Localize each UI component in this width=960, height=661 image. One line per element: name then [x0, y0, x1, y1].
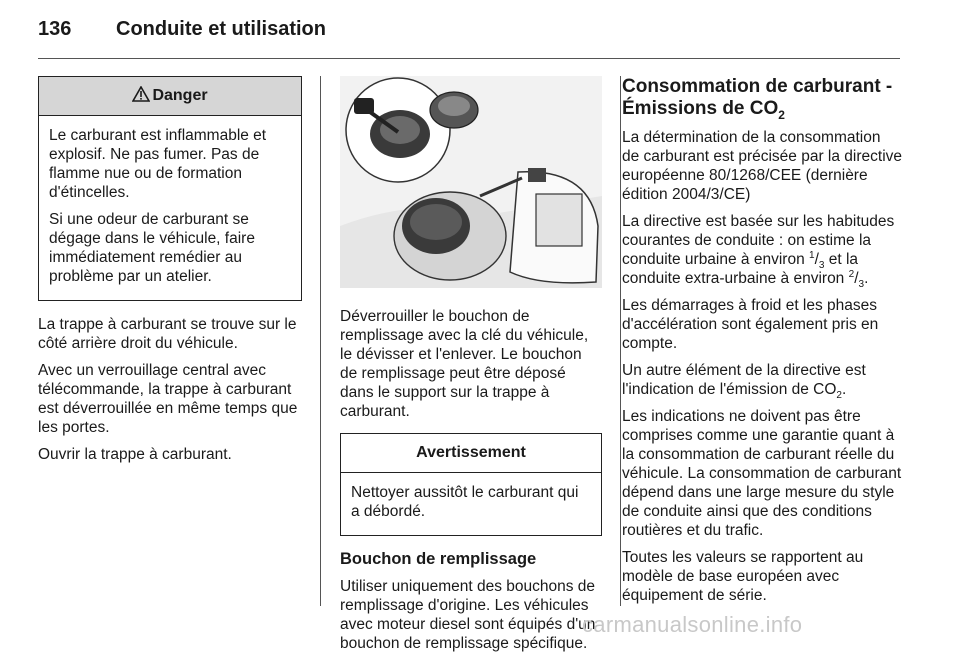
fraction-1-numerator: 1: [809, 249, 815, 261]
open-fuel-door-text: Ouvrir la trappe à carburant.: [38, 446, 232, 463]
danger-text-2: Si une odeur de carburant se dégage dans le véhicule, faire immédiatement remédier au problème par un atelier.: [49, 211, 255, 285]
column-right: [622, 76, 902, 613]
co2-emission-text: [622, 361, 902, 402]
driving-habits-part-a: La directive est basée sur les habitudes courantes de conduite : on estime la conduite urbaine à environ: [622, 213, 895, 268]
driving-habits-part-c: .: [864, 270, 869, 287]
danger-label: Danger: [152, 87, 208, 104]
watermark: carmanualsonline.info: [582, 612, 803, 637]
warning-box: [340, 433, 602, 536]
page-title: Conduite et utilisation: [116, 18, 326, 40]
danger-box-body: [39, 116, 301, 300]
heading-subscript: 2: [778, 107, 785, 122]
warning-box-body: [341, 473, 601, 535]
filler-cap-text: Utiliser uniquement des bouchons de remplissage d'origine. Les véhicules avec moteur diesel sont équipés d'un bouchon de remplissage spécifique.: [340, 578, 596, 652]
column-left: [38, 76, 302, 472]
column-divider-2: [620, 76, 621, 606]
danger-text-1: Le carburant est inflammable et explosif. Ne pas fumer. Pas de flamme nue ou de formation d'étincelles.: [49, 127, 267, 201]
filler-cap-heading: Bouchon de remplissage: [340, 550, 537, 568]
warning-box-header: Avertissement: [341, 434, 601, 473]
driving-habits-part-b: et la conduite extra-urbaine à environ: [622, 251, 859, 287]
page-header: [38, 18, 326, 41]
unlock-cap-text: Déverrouiller le bouchon de remplissage avec la clé du véhicule, le dévisser et l'enlever. Le bouchon de remplissage peut être déposé dans le support sur la trappe à carburant.: [340, 308, 589, 420]
column-divider-1: [320, 76, 321, 606]
column-middle: [340, 76, 602, 661]
consumption-heading: [622, 76, 902, 120]
fuel-door-location-text: La trappe à carburant se trouve sur le côté arrière droit du véhicule.: [38, 316, 297, 352]
co2-text-part-a: Un autre élément de la directive est l'indication de l'émission de CO: [622, 362, 866, 398]
danger-box: [38, 76, 302, 301]
directive-text: La détermination de la consommation de carburant est précisée par la directive européenne 80/1268/CEE (dernière édition 2004/3/CE): [622, 129, 903, 203]
warning-text: Nettoyer aussitôt le carburant qui a débordé.: [351, 484, 579, 520]
fraction-2-numerator: 2: [848, 268, 855, 280]
fraction-2-denominator: 3: [858, 279, 865, 291]
co2-subscript: 2: [836, 390, 842, 402]
cold-start-text: Les démarrages à froid et les phases d'accélération sont également pris en compte.: [622, 297, 879, 352]
central-locking-text: Avec un verrouillage central avec télécommande, la trappe à carburant est déverrouillée en même temps que les portes.: [38, 362, 298, 436]
guarantee-text: Les indications ne doivent pas être comprises comme une garantie quant à la consommation de carburant réelle du véhicule. La consommation de carburant dépend dans une large mesure du style de conduite ainsi que des conditions routières et du trafic.: [622, 408, 902, 539]
page-number: 136: [38, 18, 72, 40]
fraction-1-denominator: 3: [818, 260, 825, 272]
consumption-heading-text: Consommation de carburant - Émissions de CO: [622, 76, 893, 119]
warning-triangle-icon: [132, 86, 150, 102]
header-divider: [38, 58, 900, 59]
co2-text-part-b: .: [841, 381, 847, 398]
fuel-cap-illustration: [340, 76, 602, 288]
base-model-text: Toutes les valeurs se rapportent au modèle de base européen avec équipement de série.: [622, 549, 864, 604]
danger-box-header: [39, 77, 301, 116]
driving-habits-text: La directive est basée sur les habitudes courantes de conduite : on estime la conduite urbaine à environ $^1/_3$ et la conduite extra-urbaine à environ $^2/_3$.: [622, 213, 895, 291]
